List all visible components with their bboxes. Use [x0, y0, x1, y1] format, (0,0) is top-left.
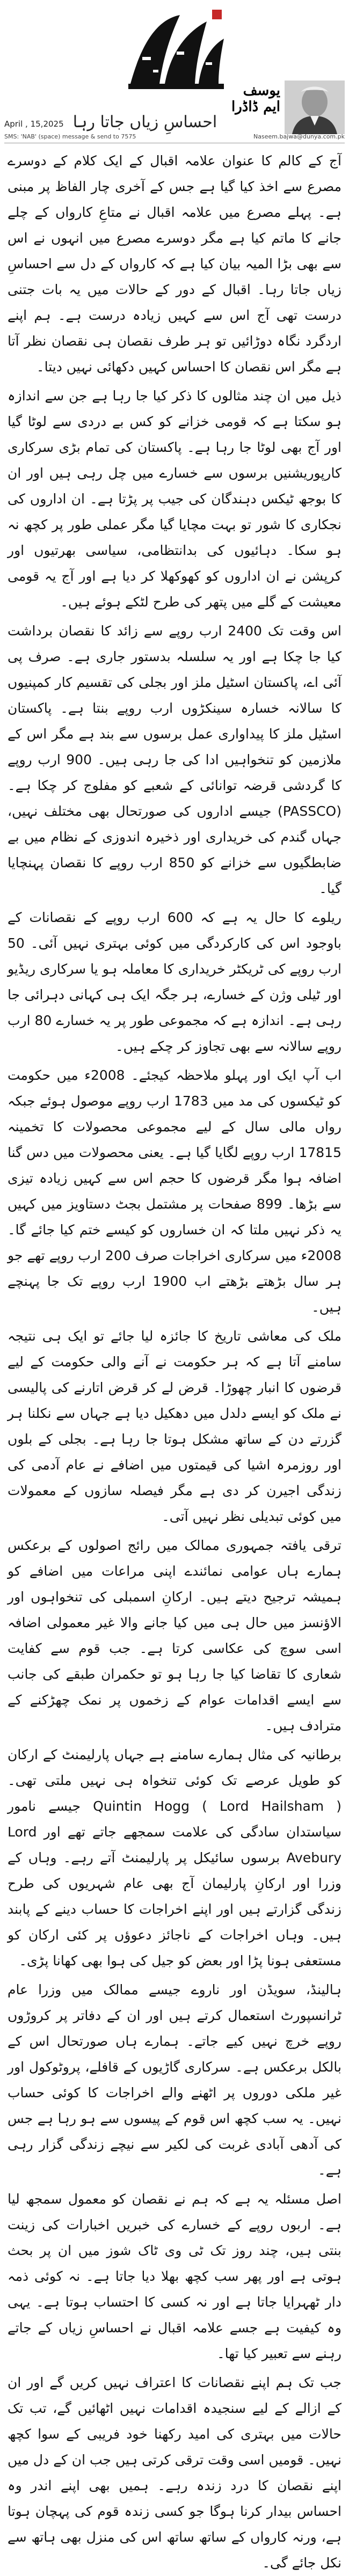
author-block: [226, 80, 349, 140]
contact-bar: [4, 133, 345, 141]
paragraph: آج کے کالم کا عنوان علامہ اقبال کے ایک کلام کے دوسرے مصرع سے اخذ کیا گیا ہے جس کے آخری چار الفاظ پر مبنی ہے۔ پہلے مصرع میں علامہ اقبال نے متاعِ کارواں کے چلے جانے کا ماتم کیا ہے مگر دوسرے مصرع میں انہوں نے اس سے بھی بڑا المیہ بیان کیا ہے کہ کارواں کے دل سے احساسِ زیاں جاتا رہا۔ اقبال کے دور کے حالات میں یہ بات جتنی درست تھی آج اس سے کہیں زیادہ درست ہے۔ ہم اپنے اردگرد نگاہ دوڑائیں تو ہر طرف نقصان ہی نقصان نظر آتا ہے مگر اس نقصان کا احساس کہیں دکھائی نہیں دیتا۔: [8, 153, 341, 375]
publish-date: April , 15,2025: [4, 119, 64, 129]
paragraph: اصل مسئلہ یہ ہے کہ ہم نے نقصان کو معمول سمجھ لیا ہے۔ اربوں روپے کے خسارے کی خبریں اخبارات کی زینت بنتی ہیں، چند روز تک ٹی وی ٹاک شوز میں ان پر بحث ہوتی ہے اور پھر سب کچھ بھلا دیا جاتا ہے۔ نہ کوئی ذمہ دار ٹھہرایا جاتا ہے اور نہ کسی کا احتساب ہوتا ہے۔ یہی وہ کیفیت ہے جسے علامہ اقبال نے احساسِ زیاں کے جاتے رہنے سے تعبیر کیا تھا۔: [8, 2191, 341, 2361]
column-body: [8, 148, 342, 2571]
masthead: [0, 0, 349, 140]
author-email[interactable]: Naseem.bajwa@dunya.com.pk: [253, 133, 345, 140]
column-title: احساسِ زیاں جاتا رہا: [72, 113, 217, 131]
paragraph: ہالینڈ، سویڈن اور ناروے جیسے ممالک میں وزرا عام ٹرانسپورٹ استعمال کرتے ہیں اور ان کے دفاتر پر کروڑوں روپے خرچ نہیں کیے جاتے۔ ہمارے ہاں صورتحال اس کے بالکل برعکس ہے۔ سرکاری گاڑیوں کے قافلے، پروٹوکول اور غیر ملکی دوروں پر اٹھنے والے اخراجات کا کوئی حساب نہیں۔ یہ سب کچھ اس قوم کے پیسوں سے ہو رہا ہے جس کی آدھی آبادی غربت کی لکیر سے نیچے زندگی گزار رہی ہے۔: [8, 1982, 341, 2178]
sms-instruction: SMS: 'NAB' (space) message & send to 7575: [4, 133, 136, 140]
paragraph: اب آپ ایک اور پہلو ملاحظہ کیجئے۔ 2008ء میں حکومت کو ٹیکسوں کی مد میں 1783 ارب روپے موصول ہوئے جبکہ رواں مالی سال کے لیے مجموعی محصولات کا تخمینہ 17815 ارب روپے لگایا گیا ہے۔ یعنی محصولات میں دس گنا اضافہ ہوا مگر قرضوں کا حجم اس سے کہیں زیادہ تیزی سے بڑھا۔ 899 صفحات پر مشتمل بجٹ دستاویز میں کہیں یہ ذکر نہیں ملتا کہ ان خساروں کو کیسے ختم کیا جائے گا۔ 2008ء میں سرکاری اخراجات صرف 200 ارب روپے تھے جو ہر سال بڑھتے بڑھتے اب 1900 ارب روپے تک جا پہنچے ہیں۔: [8, 1067, 341, 1315]
paragraph: ترقی یافتہ جمہوری ممالک میں رائج اصولوں کے برعکس ہمارے ہاں عوامی نمائندے اپنی مراعات میں اضافے کو ہمیشہ ترجیح دیتے ہیں۔ ارکانِ اسمبلی کی تنخواہوں اور الاؤنسز میں حال ہی میں کیا جانے والا غیر معمولی اضافہ اسی سوچ کی عکاسی کرتا ہے۔ جب قوم سے کفایت شعاری کا تقاضا کیا جا رہا ہو تو حکمران طبقے کی جانب سے ایسے اقدامات عوام کے زخموں پر نمک چھڑکنے کے مترادف ہیں۔: [8, 1538, 341, 1733]
paragraph: اس وقت تک 2400 ارب روپے سے زائد کا نقصان برداشت کیا جا چکا ہے اور یہ سلسلہ بدستور جاری ہے۔ صرف پی آئی اے، پاکستان اسٹیل ملز اور بجلی کی تقسیم کار کمپنیوں کا سالانہ خسارہ سینکڑوں ارب روپے بنتا ہے۔ پاکستان اسٹیل ملز کا پیداواری عمل برسوں سے بند ہے مگر اس کے ملازمین کو تنخواہیں ادا کی جا رہی ہیں۔ 900 ارب روپے کا گردشی قرضہ توانائی کے شعبے کو مفلوج کر چکا ہے۔ (PASSCO) جیسے اداروں کی صورتحال بھی مختلف نہیں، جہاں گندم کی خریداری اور ذخیرہ اندوزی کے نظام میں بے ضابطگیوں سے خزانے کو 850 ارب روپے کا نقصان پہنچایا گیا۔: [8, 623, 342, 896]
paragraph: ذیل میں ان چند مثالوں کا ذکر کیا جا رہا ہے جن سے اندازہ ہو سکتا ہے کہ قومی خزانے کو کس بے دردی سے لوٹا گیا اور آج بھی لوٹا جا رہا ہے۔ پاکستان کی تمام بڑی سرکاری کارپوریشنیں برسوں سے خسارے میں چل رہی ہیں اور ان کا بوجھ ٹیکس دہندگان کی جیب پر پڑتا ہے۔ ان اداروں کی نجکاری کا شور تو بہت مچایا گیا مگر عملی طور پر کچھ نہ ہو سکا۔ دہائیوں کی بدانتظامی، سیاسی بھرتیوں اور کرپشن نے ان اداروں کو کھوکھلا کر دیا ہے اور آج یہ قومی معیشت کے گلے میں پتھر کی طرح لٹکے ہوئے ہیں۔: [8, 388, 341, 610]
paragraph: ریلوے کا حال یہ ہے کہ 600 ارب روپے کے نقصانات کے باوجود اس کی کارکردگی میں کوئی بہتری نہیں آئی۔ 50 ارب روپے کی ٹریکٹر خریداری کا معاملہ ہو یا سرکاری ریڈیو اور ٹیلی وژن کے خسارے، ہر جگہ ایک ہی کہانی دہرائی جا رہی ہے۔ اندازہ ہے کہ مجموعی طور پر یہ خسارے 80 ارب روپے سالانہ سے بھی تجاوز کر چکے ہیں۔: [8, 910, 342, 1054]
paragraph: ملک کی معاشی تاریخ کا جائزہ لیا جائے تو ایک ہی نتیجہ سامنے آتا ہے کہ ہر حکومت نے آنے والی حکومت کے لیے قرضوں کا انبار چھوڑا۔ قرض لے کر قرض اتارنے کی پالیسی نے ملک کو ایسے دلدل میں دھکیل دیا ہے جہاں سے نکلنا ہر گزرتے دن کے ساتھ مشکل ہوتا جا رہا ہے۔ بجلی کے بلوں اور روزمرہ اشیا کی قیمتوں میں اضافے نے عام آدمی کی زندگی اجیرن کر دی ہے مگر فیصلہ سازوں کے معمولات میں کوئی تبدیلی نظر نہیں آتی۔: [8, 1328, 341, 1524]
dunya-logo-icon: [121, 3, 231, 99]
paragraph: برطانیہ کی مثال ہمارے سامنے ہے جہاں پارلیمنٹ کے ارکان کو طویل عرصے تک کوئی تنخواہ ہی نہیں ملتی تھی۔ Quintin Hogg ( Lord Hailsham ) جیسے نامور سیاستدان سادگی کی علامت سمجھے جاتے تھے اور Lord Avebury برسوں سائیکل پر پارلیمنٹ آتے رہے۔ وہاں کے وزرا اور ارکانِ پارلیمان آج بھی عام شہریوں کی طرح زندگی گزارتے ہیں اور اپنے اخراجات کا حساب دینے کے پابند ہیں۔ وہاں اخراجات کے ناجائز دعوؤں پر کئی ارکان کو مستعفی ہونا پڑا اور بعض کو جیل کی ہوا بھی کھانا پڑی۔: [8, 1747, 342, 1968]
author-portrait-icon: [285, 80, 345, 134]
author-photo: [285, 80, 345, 134]
paragraph: جب تک ہم اپنے نقصانات کا اعتراف نہیں کریں گے اور ان کے ازالے کے لیے سنجیدہ اقدامات نہیں اٹھائیں گے، تب تک حالات میں بہتری کی امید رکھنا خود فریبی کے سوا کچھ نہیں۔ قومیں اسی وقت ترقی کرتی ہیں جب ان کے دل میں اپنے نقصان کا درد زندہ رہے۔ ہمیں بھی اپنے اندر وہ احساس بیدار کرنا ہوگا جو کسی زندہ قوم کی پہچان ہوتا ہے، ورنہ کارواں کے ساتھ ساتھ اس کی منزل بھی ہاتھ سے نکل جائے گی۔: [8, 2375, 341, 2571]
newspaper-logo: [121, 3, 231, 99]
author-name: یوسف ایم ڈاڈرا: [231, 83, 280, 115]
